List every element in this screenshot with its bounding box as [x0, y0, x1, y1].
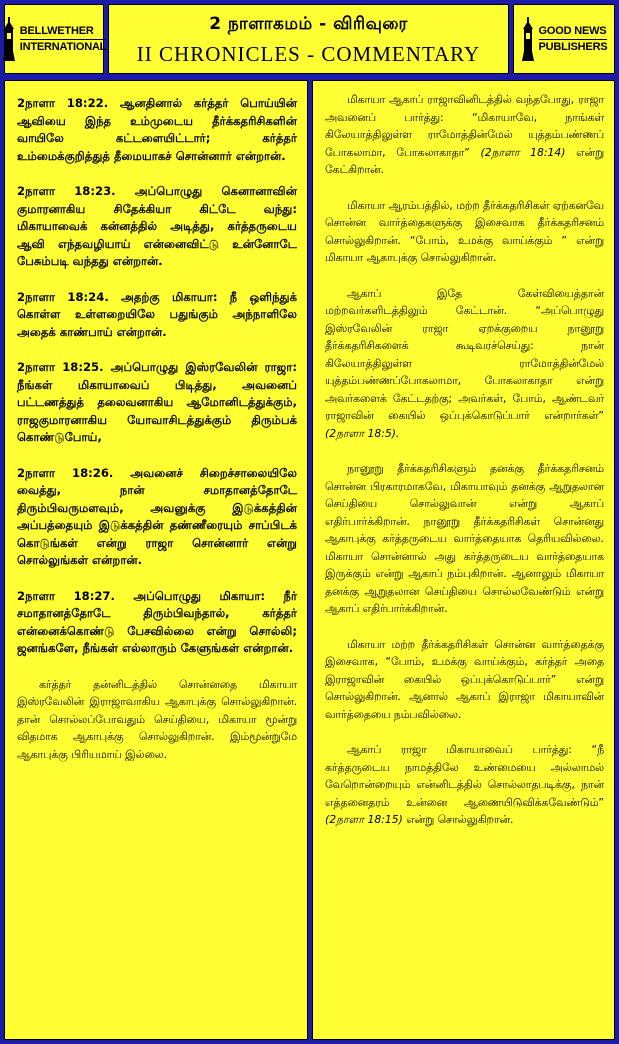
- logo-left-line1: BELLWETHER: [19, 24, 94, 37]
- commentary-paragraph: [325, 741, 604, 829]
- commentary-paragraph: கர்த்தர் தன்னிடத்தில் சொன்னதை மிகாயா இஸ்ரவேலின் இராஜாவாகிய ஆகாபுக்கு சொல்லுகிறான். தான் சொல்லப்போவதும் செய்தியை, மிகாயா மூன்று விதமாக ஆகாபுக்கு சொல்லுகிறான். இம்மூன்றுமே ஆகாபுக்கு பிரியமாய் இல்லை.: [17, 677, 297, 761]
- bell-tower-icon: [521, 17, 535, 61]
- bell-tower-icon: [2, 17, 16, 61]
- logo-left-line2: INTERNATIONAL: [19, 40, 107, 53]
- commentary-paragraph: [325, 636, 604, 724]
- page-header: [108, 4, 509, 74]
- scripture-reference: (2நாளா 18:15): [325, 813, 403, 826]
- scripture-reference: (2நாளா 18:5).: [325, 426, 400, 440]
- verse-18-26: 2நாளா 18:26. அவனைச் சிறைச்சாலையிலே வைத்து, நான் சமாதானத்தோடே திரும்பிவருமளவும், அவனுக்கு இடுக்கத்தின் அப்பத்தையும் இடுக்கத்தின் தண்ணீரையும் சாப்பிடக் கொடுங்கள் என்று ராஜா சொன்னார் என்று சொல்லுங்கள் என்றான்.: [17, 465, 297, 567]
- verse-18-24: 2நாளா 18:24. அதற்கு மிகாயா: நீ ஒளிந்துக் கொள்ள உள்ளறையிலே பதுங்கும் அந்நாளிலே அதைக் காண்பாய் என்றான்.: [17, 289, 297, 339]
- commentary-paragraph: [325, 91, 604, 179]
- paragraph-text: மிகாயா ஆகாப் ராஜாவினிடத்தில் வந்தபோது, ராஜா அவனைப் பார்த்து: “மிகாயாவே, நாங்கள் கிலேயாத்திலுள்ள ராமோத்தின்மேல் யுத்தம்பண்ணப் போகலாமா, போகலாகாதா”: [325, 93, 604, 159]
- verse-18-27: 2நாளா 18:27. அப்பொழுது மிகாயா: நீர் சமாதானத்தோடே திரும்பிவந்தால், கர்த்தர் என்னைக்கொண்டு பேசவில்லை என்று சொல்லி; ஜனங்களே, நீங்கள் எல்லாரும் கேளுங்கள் என்றான்.: [17, 588, 297, 655]
- paragraph-text: மிகாயா ஆரம்பத்தில், மற்ற தீர்க்கதரிசிகள் ஏற்கனவே சொன்ன வார்த்தைகளுக்கு இசைவாக தீர்க்கதரிசனம் சொல்லுகிறான். “போம், உமக்கு வாய்க்கும் ” என்று மிகாயா ஆகாபுக்கு சொல்லுகிறான்.: [325, 198, 604, 264]
- paragraph-text: ஆகாப் ராஜா மிகாயாவைப் பார்த்து: “நீ கர்த்தருடைய நாமத்திலே உண்மையை அல்லாமல் வேறொன்றையும் என்னிடத்தில் சொல்லாதபடிக்கு, நான் எத்தனைதரம் உன்னை ஆணையிடுவிக்கவேண்டும்”: [325, 743, 604, 809]
- paragraph-tail: என்று சொல்லுகிறான்.: [406, 813, 514, 826]
- paragraph-text: ஆகாப் இதே கேள்வியைத்தான் மற்றவர்களிடத்திலும் கேட்டான். “அப்பொழுது இஸ்ரவேலின் ராஜா ஏறக்குறைய நானூறு தீர்க்கதரிசிகளைக் கூடிவரச்செய்து: நான் கிலேயாத்திலுள்ள ராமோத்தின்மேல் யுத்தம்பண்ணப்போகலாமா, போகலாகாதா என்று அவர்களைக் கேட்டதற்கு; அவர்கள், போம், ஆண்டவர் ராஜாவின் கையில் ஒப்புக்கொடுப்பார் என்றார்கள்”: [325, 286, 604, 422]
- bellwether-logo: [4, 4, 107, 74]
- page-title-english: II CHRONICLES - COMMENTARY: [136, 42, 481, 66]
- verse-18-23: 2நாளா 18:23. அப்பொழுது கெனானாவின் குமாரனாகிய சிதேக்கியா கிட்டே வந்து: மிகாயாவைக் கன்னத்தில் அடித்து, கர்த்தருடைய ஆவி எந்தவழியாய் என்னைவிட்டு உன்னோடே பேசும்படி வந்தது என்றான்.: [17, 184, 297, 268]
- commentary-paragraph: [325, 460, 604, 618]
- left-column: [4, 80, 308, 1040]
- page-title-tamil: 2 நாளாகமம் - விரிவுரை: [209, 14, 408, 34]
- right-column: [312, 80, 615, 1040]
- good-news-logo: [513, 4, 615, 74]
- commentary-paragraph: [325, 197, 604, 267]
- paragraph-tail: என்று கேட்கிறான்.: [325, 145, 604, 176]
- logo-right-line1: GOOD NEWS: [538, 24, 607, 37]
- logo-right-line2: PUBLISHERS: [538, 40, 608, 53]
- verse-18-25: 2நாளா 18:25. அப்பொழுது இஸ்ரவேலின் ராஜா: நீங்கள் மிகாயாவைப் பிடித்து, அவனைப் பட்டணத்துத் தலைவனாகிய ஆமோனிடத்துக்கும், ராஜகுமாரனாகிய யோவாசிடத்துக்கும் திரும்பக் கொண்டுபோய்,: [17, 360, 297, 444]
- scripture-reference: (2நாளா 18:14): [480, 145, 566, 159]
- commentary-paragraph: [325, 285, 604, 443]
- paragraph-text: மிகாயா மற்ற தீர்க்கதரிசிகள் சொன்ன வார்த்தைக்கு இசைவாக, “போம், உமக்கு வாய்க்கும், கர்த்தர் அதை இராஜாவின் கையில் ஒப்புக்கொடுப்பார்” என்று சொல்லுகிறான். ஆனால் ஆகாப் இராஜா மிகாயாவின் வார்த்தையை நம்பவில்லை.: [325, 637, 604, 721]
- paragraph-text: நானூறு தீர்க்கதரிசிகளும் தனக்கு தீர்க்கதரிசனம் சொன்ன பிரகாரமாகவே, மிகாயாவும் தனக்கு ஆறுதலான செய்தியை சொல்லுவான் என்று ஆகாப் எதிர்பார்க்கிறான். நானூறு தீர்க்கதரிசிகள் சொன்னது ஆகாபுக்கு கர்த்தருடைய வார்த்தையாக தெரியவில்லை. மிகாயா சொன்னால் அது கர்த்தருடைய வார்த்தையாக இருக்கும் என்று ஆகாப் நம்புகிறான். ஆனாலும் மிகாயா தனக்கு ஆறுதலான செய்தியை சொல்லவேண்டும் என்று ஆகாப் எதிர்பார்க்கிறான்.: [325, 462, 604, 615]
- verse-18-22: 2நாளா 18:22. ஆனதினால் கர்த்தர் பொய்யின் ஆவியை இந்த உம்முடைய தீர்க்கதரிசிகளின் வாயிலே கட்டளையிட்டார்; கர்த்தர் உம்மைக்குறித்துத் தீமையாகச் சொன்னார் என்றான்.: [17, 96, 297, 163]
